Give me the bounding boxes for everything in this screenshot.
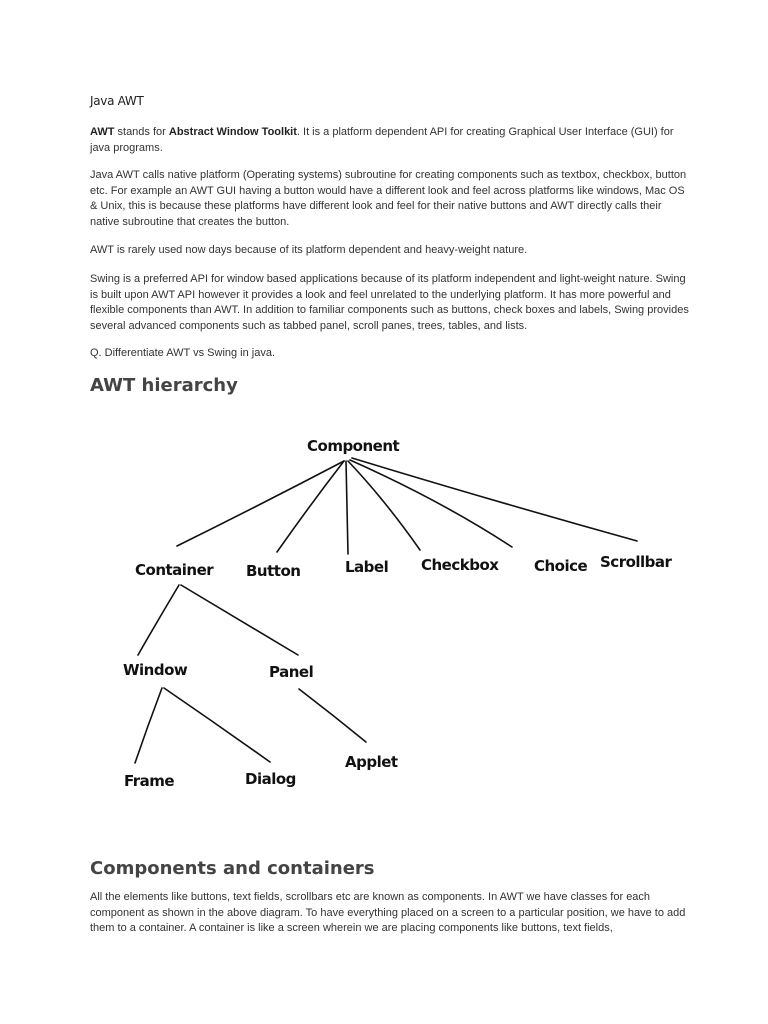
edge-component-choice xyxy=(350,460,512,547)
edge-window-dialog xyxy=(164,688,270,762)
edge-component-button xyxy=(277,461,344,552)
edge-component-scrollbar xyxy=(352,458,637,541)
edge-component-checkbox xyxy=(348,461,420,550)
edge-panel-applet xyxy=(299,689,366,742)
edge-container-window xyxy=(138,585,179,655)
text-span: . It is a platform dependent API for creating Graphical User Interface (GUI) for java programs. xyxy=(90,126,674,154)
heading-components-and-containers: Components and containers xyxy=(90,858,375,879)
node-button: Button xyxy=(246,562,301,580)
term-awt: AWT xyxy=(90,126,115,138)
heading-awt-hierarchy: AWT hierarchy xyxy=(90,375,238,396)
paragraph-swing: Swing is a preferred API for window based applications because of its platform independent and light-weight nature. Swing is built upon AWT API however it provides a look and feel unrelated to the underlying platform. It has more powerful and flexible components than AWT. In addition to familiar components such as buttons, check boxes and labels, Swing provides several advanced components such as tabbed panel, scroll panes, trees, tables, and lists. xyxy=(90,273,689,332)
edge-window-frame xyxy=(135,688,162,763)
node-choice: Choice xyxy=(534,557,588,575)
edge-component-label xyxy=(346,461,348,554)
edge-container-panel xyxy=(181,585,298,655)
node-window: Window xyxy=(123,661,188,679)
paragraph-components-containers: All the elements like buttons, text fields, scrollbars etc are known as components. In AWT we have classes for each component as shown in the above diagram. To have everything placed on a screen to a particular position, we have to add them to a container. A container is like a screen wherein we are placing components like buttons, text fields, xyxy=(90,891,686,934)
node-checkbox: Checkbox xyxy=(421,556,499,574)
node-label: Label xyxy=(345,558,389,576)
paragraph-native-platform: Java AWT calls native platform (Operating systems) subroutine for creating components such as textbox, checkbox, button etc. For example an AWT GUI having a button would have a different look and feel across platforms like windows, Mac OS & Unix, this is because these platforms have different look and feel for their native buttons and AWT directly calls their native subroutine that creates the button. xyxy=(90,169,687,228)
node-container: Container xyxy=(135,561,214,579)
node-scrollbar: Scrollbar xyxy=(600,553,672,571)
node-applet: Applet xyxy=(345,753,398,771)
node-component: Component xyxy=(307,437,400,455)
term-abstract-window-toolkit: Abstract Window Toolkit xyxy=(168,126,297,138)
text-span: stands for xyxy=(114,126,169,138)
paragraph-rarely-used: AWT is rarely used now days because of its platform dependent and heavy-weight nature. xyxy=(90,244,528,256)
document-title: Java AWT xyxy=(90,94,144,108)
node-dialog: Dialog xyxy=(245,770,296,788)
edge-component-container xyxy=(177,461,344,546)
node-frame: Frame xyxy=(124,772,175,790)
paragraph-question: Q. Differentiate AWT vs Swing in java. xyxy=(90,347,276,359)
node-panel: Panel xyxy=(269,663,314,681)
